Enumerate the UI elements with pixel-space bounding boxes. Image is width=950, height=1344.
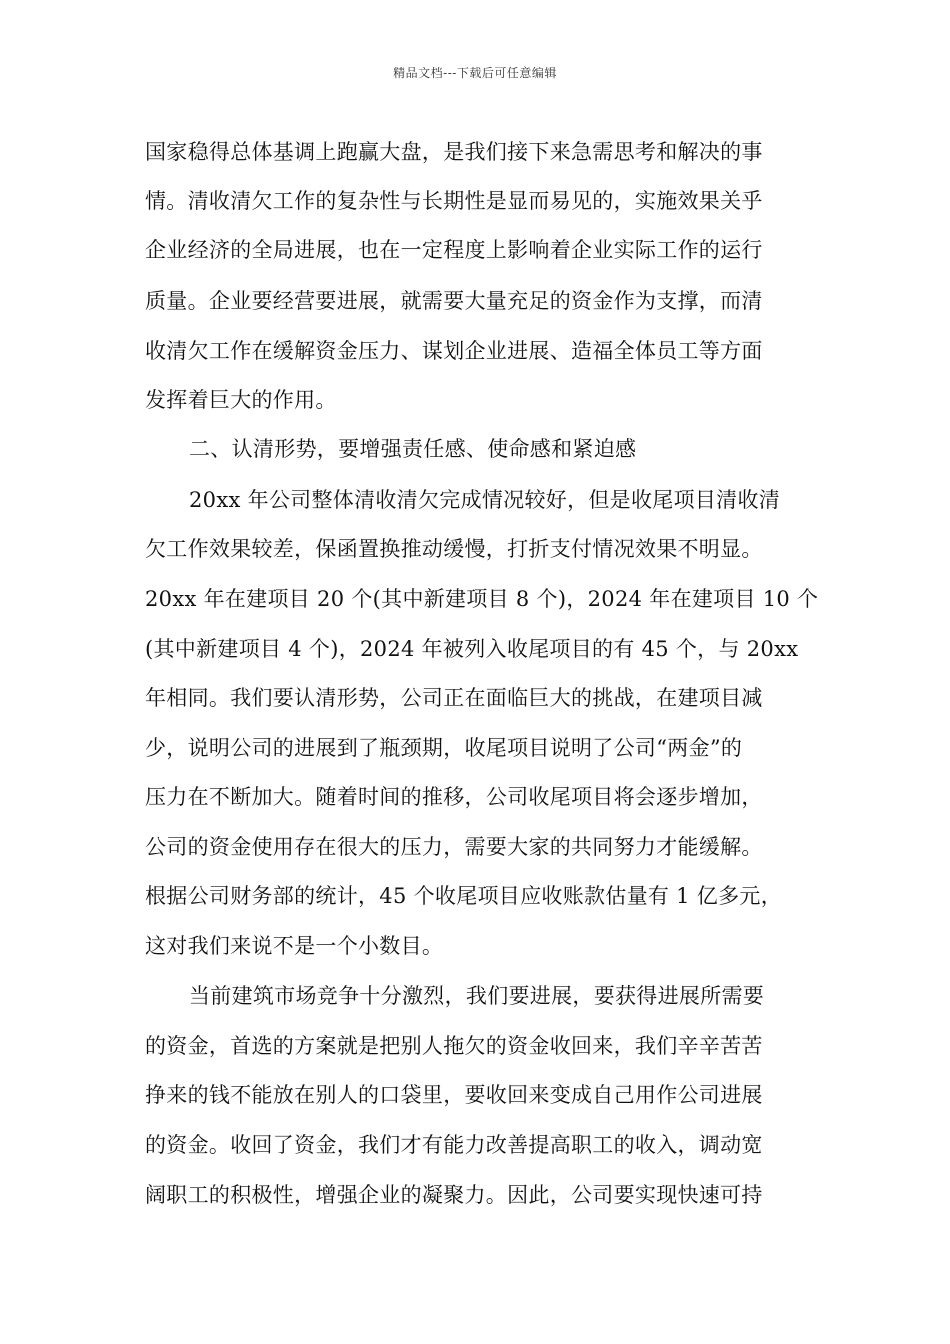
text-line: 发挥着巨大的作用。 xyxy=(145,388,337,412)
text-line: 情。清收清欠工作的复杂性与长期性是显而易见的，实施效果关乎 xyxy=(145,189,763,213)
text-line: 收清欠工作在缓解资金压力、谋划企业进展、造福全体员工等方面 xyxy=(145,339,763,363)
text-line: 质量。企业要经营要进展，就需要大量充足的资金作为支撑，而清 xyxy=(145,289,763,313)
text-line: 少，说明公司的进展到了瓶颈期，收尾项目说明了公司“两金”的 xyxy=(145,736,743,760)
page-header: 精品文档---下载后可任意编辑 xyxy=(393,66,557,80)
text-line: 压力在不断加大。随着时间的推移，公司收尾项目将会逐步增加， xyxy=(145,785,763,809)
text-line: 20xx 年在建项目 20 个(其中新建项目 8 个)，2024 年在建项目 10 个 xyxy=(145,587,819,611)
text-line: 企业经济的全局进展，也在一定程度上影响着企业实际工作的运行 xyxy=(145,238,763,262)
text-line: 这对我们来说不是一个小数目。 xyxy=(145,934,444,958)
text-line: 的资金，首选的方案就是把别人拖欠的资金收回来，我们辛辛苦苦 xyxy=(145,1034,763,1058)
text-line: 挣来的钱不能放在别人的口袋里，要收回来变成自己用作公司进展 xyxy=(145,1083,763,1107)
text-line: 当前建筑市场竞争十分激烈，我们要进展，要获得进展所需要 xyxy=(189,984,765,1008)
text-line: 年相同。我们要认清形势，公司正在面临巨大的挑战，在建项目减 xyxy=(145,686,763,710)
text-line: 公司的资金使用存在很大的压力，需要大家的共同努力才能缓解。 xyxy=(145,835,763,859)
text-line: 阔职工的积极性，增强企业的凝聚力。因此，公司要实现快速可持 xyxy=(145,1183,763,1207)
text-line: 的资金。收回了资金，我们才有能力改善提高职工的收入，调动宽 xyxy=(145,1133,763,1157)
text-line: 欠工作效果较差，保函置换推动缓慢，打折支付情况效果不明显。 xyxy=(145,537,763,561)
text-line: (其中新建项目 4 个)，2024 年被列入收尾项目的有 45 个，与 20xx xyxy=(145,637,799,661)
text-line: 国家稳得总体基调上跑赢大盘，是我们接下来急需思考和解决的事 xyxy=(145,140,763,164)
text-line: 20xx 年公司整体清收清欠完成情况较好，但是收尾项目清收清 xyxy=(189,488,781,512)
text-line: 根据公司财务部的统计，45 个收尾项目应收账款估量有 1 亿多元， xyxy=(145,884,783,908)
section-heading: 二、认清形势，要增强责任感、使命感和紧迫感 xyxy=(189,437,637,461)
